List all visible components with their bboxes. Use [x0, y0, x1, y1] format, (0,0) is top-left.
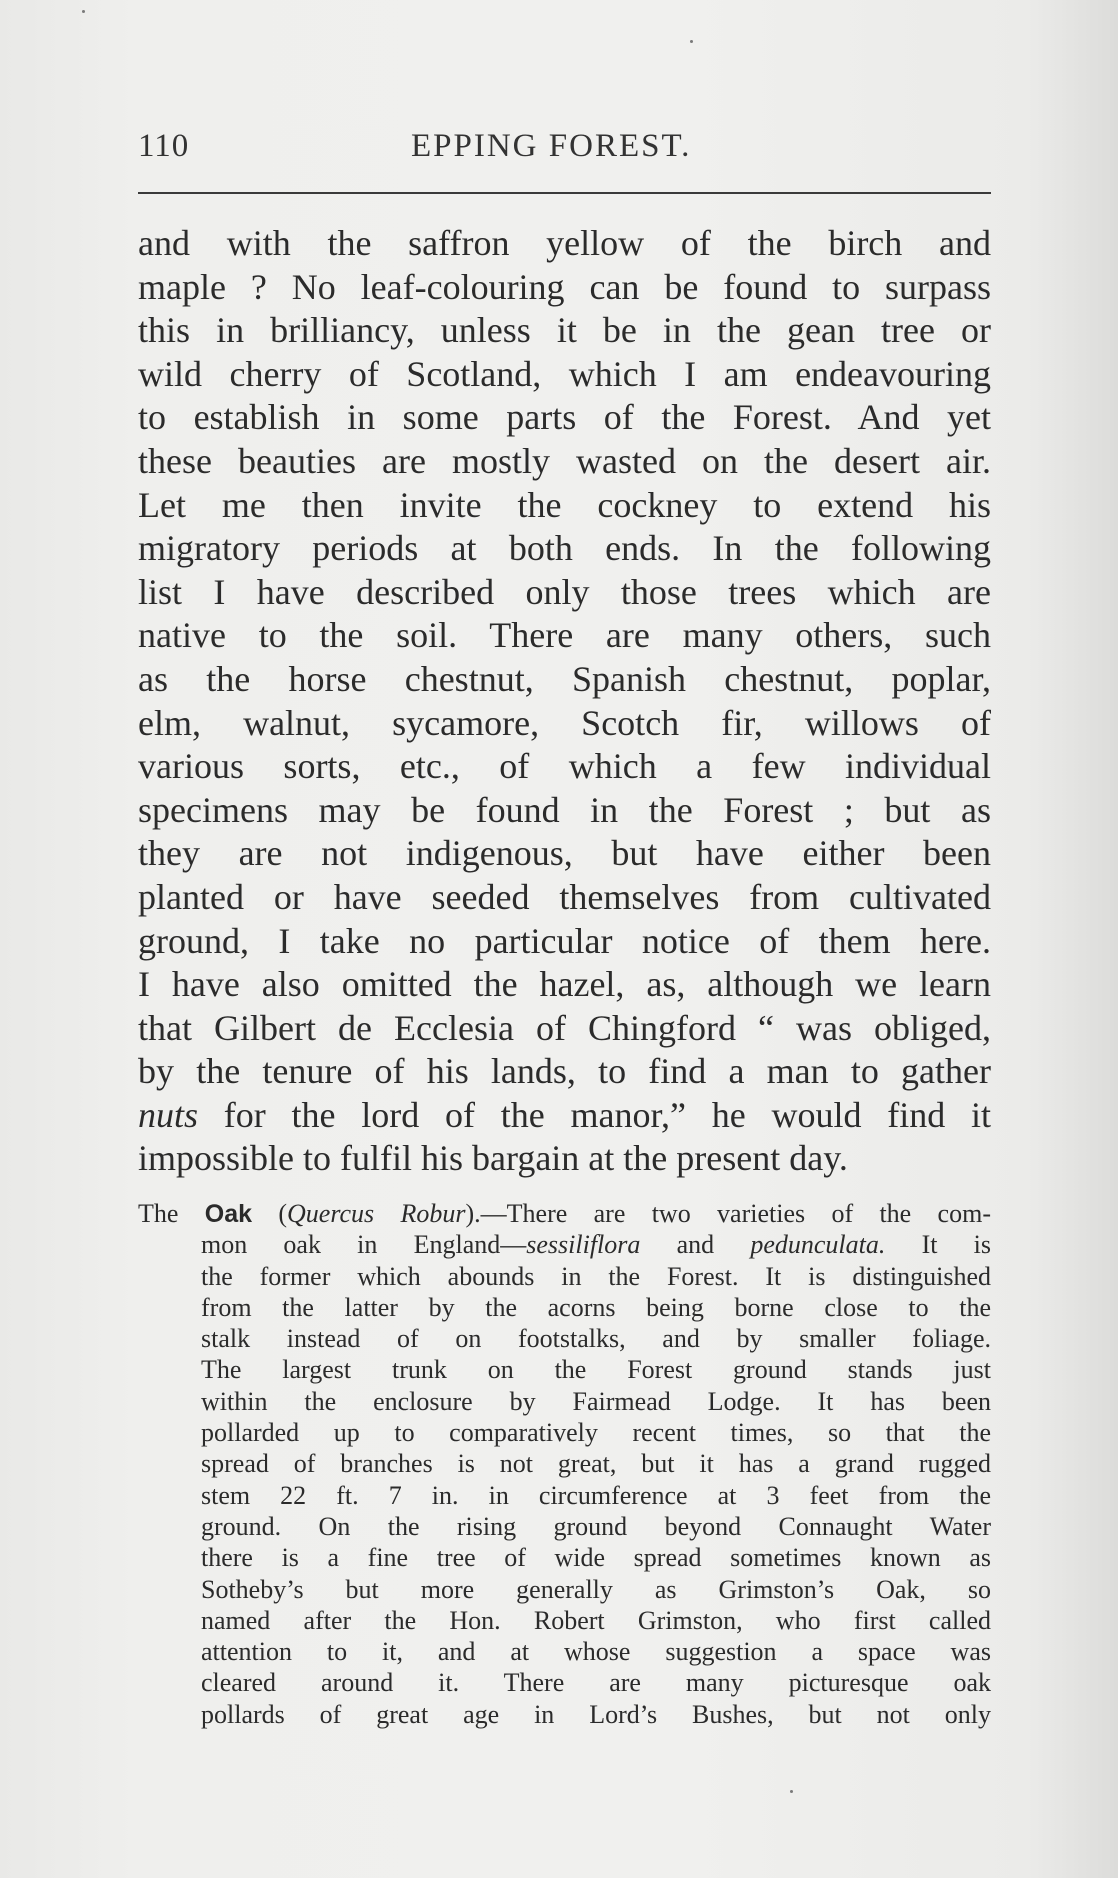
text-line: Let me then invite the cockney to extend his	[138, 484, 991, 525]
header-rule	[138, 192, 991, 194]
text-fragment: and	[676, 1230, 715, 1260]
running-head	[138, 128, 993, 168]
text-line: to establish in some parts of the Forest. And yet	[138, 397, 991, 438]
oak-entry-line: attention to it, and at whose suggestion a space was	[201, 1637, 991, 1667]
text-fragment: There are two varieties of the com-	[506, 1199, 991, 1228]
oak-entry-line: The largest trunk on the Forest ground stands just	[201, 1355, 991, 1385]
text-line: as the horse chestnut, Spanish chestnut, poplar,	[138, 658, 991, 699]
variety-name: pedunculata.	[750, 1230, 886, 1260]
text-line: elm, walnut, sycamore, Scotch fir, willows of	[138, 702, 991, 743]
oak-entry-line: stalk instead of on footstalks, and by smaller foliage.	[201, 1324, 991, 1354]
oak-entry-line	[138, 1229, 991, 1260]
page-number: 110	[138, 128, 190, 164]
entry-article: The	[138, 1199, 179, 1228]
oak-entry-line: pollards of great age in Lord’s Bushes, but not only	[201, 1699, 991, 1729]
text-line: and with the saffron yellow of the birch and	[138, 223, 991, 263]
text-line: wild cherry of Scotland, which I am endeavouring	[138, 353, 991, 394]
text-line: specimens may be found in the Forest ; but as	[138, 789, 991, 830]
text-line: I have also omitted the hazel, as, although we learn	[138, 964, 991, 1005]
text-fragment: for the lord of the manor,” he would find it	[223, 1094, 991, 1135]
variety-name: sessiliflora	[526, 1230, 641, 1260]
text-line: list I have described only those trees which are	[138, 571, 991, 612]
text-line-nuts	[138, 1094, 991, 1138]
text-line: this in brilliancy, unless it be in the gean tree or	[138, 310, 991, 351]
paper-speck	[790, 1790, 793, 1793]
text-fragment: mon oak in England—	[201, 1230, 527, 1260]
text-line: migratory periods at both ends. In the following	[138, 528, 991, 569]
paper-speck	[690, 40, 693, 43]
oak-entry-line: the former which abounds in the Forest. It is distinguished	[201, 1261, 991, 1291]
latin-name: Quercus Robur	[287, 1199, 466, 1228]
paper-speck	[82, 10, 85, 13]
oak-entry-line: named after the Hon. Robert Grimston, who first called	[201, 1605, 991, 1635]
text-line: by the tenure of his lands, to find a man to gather	[138, 1051, 991, 1092]
body-paragraph	[138, 222, 991, 1181]
oak-entry-line: pollarded up to comparatively recent times, so that the	[201, 1418, 991, 1448]
text-line: ground, I take no particular notice of them here.	[138, 920, 991, 961]
oak-entry-line: within the enclosure by Fairmead Lodge. It has been	[201, 1386, 991, 1416]
text-line: planted or have seeded themselves from cultivated	[138, 876, 991, 917]
oak-entry	[138, 1198, 991, 1730]
oak-entry-line: ground. On the rising ground beyond Connaught Water	[201, 1511, 991, 1541]
oak-entry-line: Sotheby’s but more generally as Grimston’s Oak, so	[201, 1574, 991, 1604]
text-line: these beauties are mostly wasted on the desert air.	[138, 440, 991, 481]
oak-entry-line: there is a fine tree of wide spread sometimes known as	[201, 1543, 991, 1573]
italic-word: nuts	[138, 1094, 199, 1135]
text-line: maple ? No leaf-colouring can be found to surpass	[138, 266, 991, 307]
running-title: EPPING FOREST.	[411, 128, 692, 164]
text-line: that Gilbert de Ecclesia of Chingford “ was obliged,	[138, 1007, 991, 1048]
text-line: they are not indigenous, but have either been	[138, 833, 991, 874]
oak-entry-line: cleared around it. There are many picturesque oak	[201, 1668, 991, 1698]
oak-entry-first-line: The Oak (Quercus Robur).—There are two varieties of the com-	[138, 1199, 991, 1228]
text-line: impossible to fulfil his bargain at the present day.	[138, 1138, 848, 1179]
text-fragment: It is	[921, 1230, 991, 1260]
oak-entry-line: spread of branches is not great, but it has a grand rugged	[201, 1449, 991, 1479]
entry-name: Oak	[204, 1200, 253, 1228]
oak-entry-line: stem 22 ft. 7 in. in circumference at 3 feet from the	[201, 1480, 991, 1510]
text-line: native to the soil. There are many others, such	[138, 615, 991, 656]
oak-entry-line: from the latter by the acorns being borne close to the	[201, 1292, 991, 1322]
text-line: various sorts, etc., of which a few individual	[138, 746, 991, 787]
